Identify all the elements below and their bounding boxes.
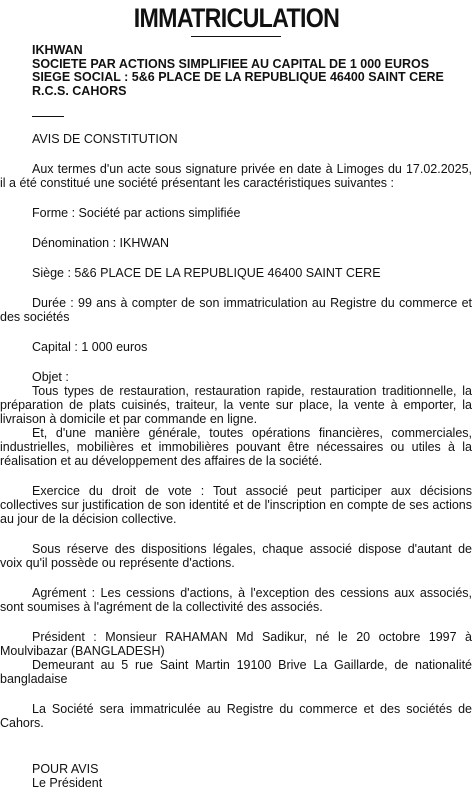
- capital-line: Capital : 1 000 euros: [32, 340, 148, 354]
- denomination-line: Dénomination : IKHWAN: [32, 236, 170, 250]
- notice-heading: AVIS DE CONSTITUTION: [32, 132, 178, 146]
- notice-body: [0, 132, 473, 790]
- company-name: IKHWAN: [32, 43, 83, 57]
- demeurant-paragraph: Demeurant au 5 rue Saint Martin 19100 Brive La Gaillarde, de nationalité bangladaise: [0, 658, 472, 686]
- duree-paragraph: Durée : 99 ans à compter de son immatriculation au Registre du commerce et des sociétés: [0, 296, 472, 324]
- company-header: [32, 44, 462, 98]
- rcs-mention: La Société sera immatriculée au Registre du commerce et des sociétés de Cahors.: [0, 702, 472, 730]
- agrement-paragraph: Agrément : Les cessions d'actions, à l'exception des cessions aux associés, sont soumises à l'agrément de la collectivité des associés.: [0, 586, 472, 614]
- objet-paragraph-1: Tous types de restauration, restauration rapide, restauration traditionnelle, la préparation de plats cuisinés, traiteur, la vente sur place, la vente à emporter, la livraison à domicile et par commande en ligne.: [0, 384, 472, 426]
- signatory: Le Président: [32, 776, 103, 790]
- objet-label: Objet :: [32, 370, 69, 384]
- forme-line: Forme : Société par actions simplifiée: [32, 206, 241, 220]
- president-paragraph: Président : Monsieur RAHAMAN Md Sadikur, né le 20 octobre 1997 à Moulvibazar (BANGLADESH): [0, 630, 472, 658]
- pour-avis: POUR AVIS: [32, 762, 99, 776]
- voix-paragraph: Sous réserve des dispositions légales, chaque associé dispose d'autant de voix qu'il possède ou représente d'actions.: [0, 542, 472, 570]
- objet-paragraph-2: Et, d'une manière générale, toutes opérations financières, commerciales, industrielles, mobilières et immobilières pouvant être nécessaires ou utiles à la réalisation et au développement des affaires de la société.: [0, 426, 472, 468]
- siege-line: Siège : 5&6 PLACE DE LA REPUBLIQUE 46400 SAINT CERE: [32, 266, 381, 280]
- header-separator: [32, 116, 64, 117]
- vote-paragraph: Exercice du droit de vote : Tout associé peut participer aux décisions collectives sur justification de son identité et de l'inscription en compte de ses actions au jour de la décision collective.: [0, 484, 472, 526]
- intro-paragraph: Aux termes d'un acte sous signature privée en date à Limoges du 17.02.2025, il a été constitué une société présentant les caractéristiques suivantes :: [0, 162, 472, 190]
- company-rcs: R.C.S. CAHORS: [32, 83, 127, 98]
- company-legal-form: SOCIETE PAR ACTIONS SIMPLIFIEE AU CAPITAL DE 1 000 EUROS: [32, 56, 430, 71]
- title-underline: [191, 36, 281, 37]
- page-title: IMMATRICULATION: [133, 3, 340, 33]
- company-seat: SIEGE SOCIAL : 5&6 PLACE DE LA REPUBLIQUE 46400 SAINT CERE: [32, 70, 444, 84]
